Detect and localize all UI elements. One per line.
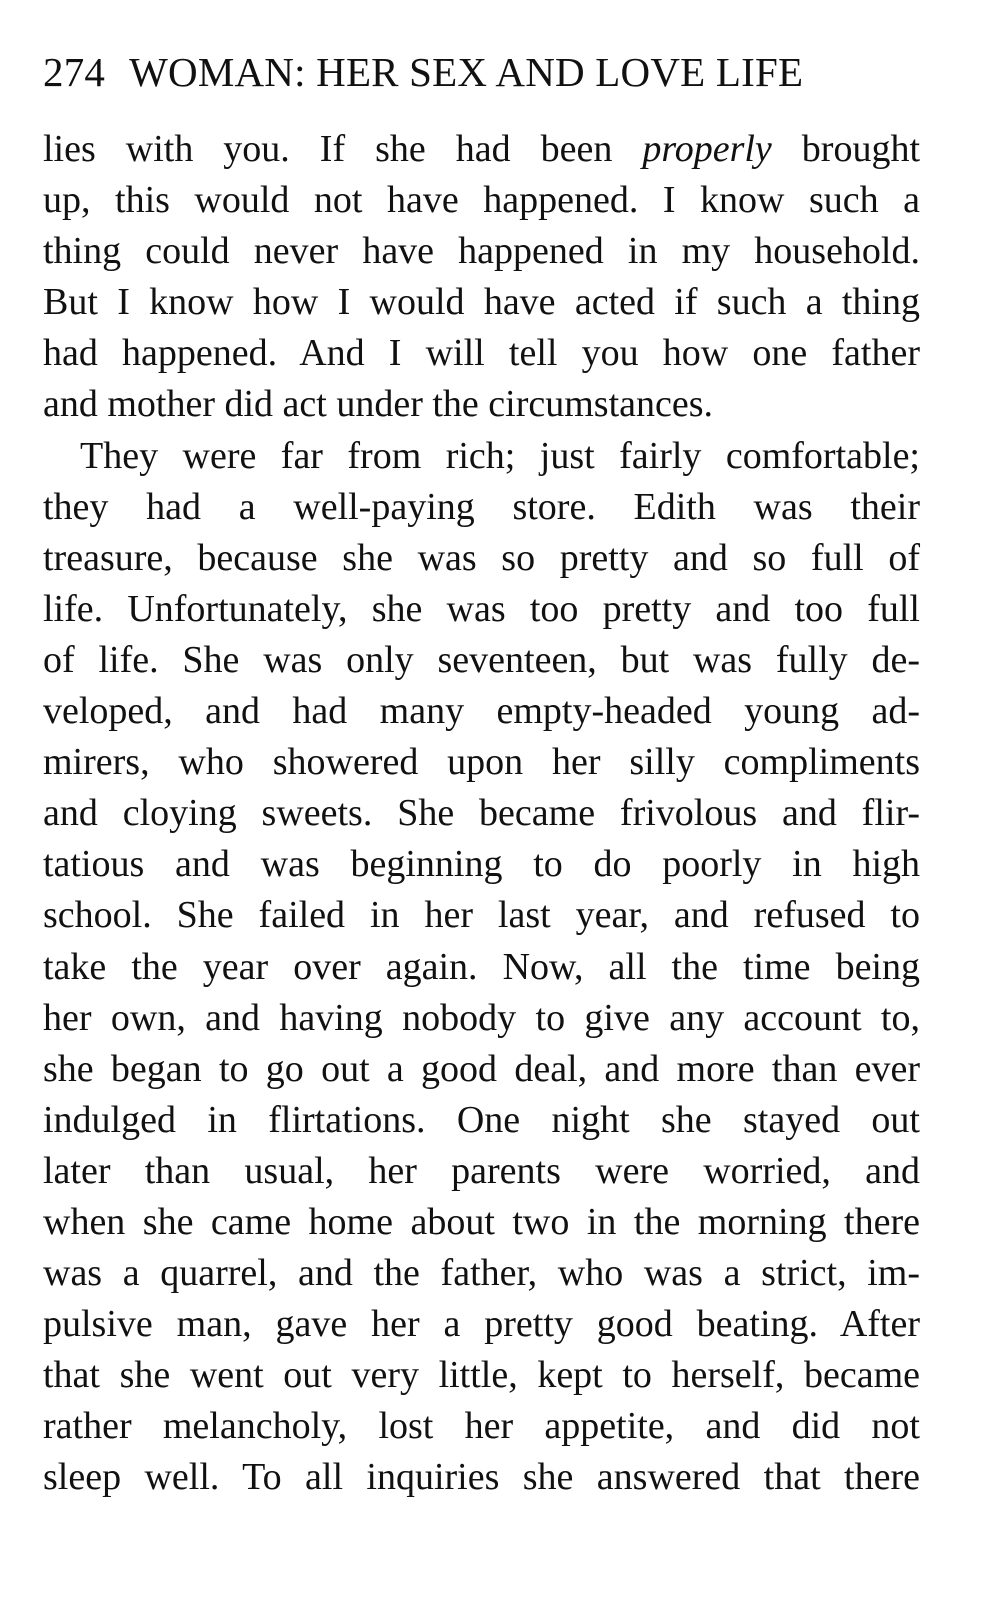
text-line: she began to go out a good deal, and more than ever [43,1047,920,1090]
text-line: veloped, and had many empty-headed young ad- [43,690,920,733]
text-line: take the year over again. Now, all the time being [43,945,920,988]
text-line: of life. She was only seventeen, but was fully de- [43,638,920,681]
text-line: treasure, because she was so pretty and so full of [43,536,920,579]
text-line: and cloying sweets. She became frivolous and flir- [43,792,920,835]
page-number: 274 [43,49,106,95]
text-line: when she came home about two in the morning there [43,1200,920,1243]
text-line: her own, and having nobody to give any account to, [43,996,920,1039]
text-line: later than usual, her parents were worried, and [43,1149,920,1192]
text-line: tatious and was beginning to do poorly in high [43,843,920,886]
text-line [43,124,920,175]
text-line: But I know how I would have acted if such a thing [43,281,920,324]
text-line: school. She failed in her last year, and refused to [43,894,920,937]
text-run: lies with you. If she had been [43,128,643,170]
text-line: thing could never have happened in my household. [43,230,920,273]
text-line: that she went out very little, kept to herself, became [43,1354,920,1397]
running-title: WOMAN: HER SEX AND LOVE LIFE [129,49,804,95]
running-head [43,46,923,98]
emphasized-word: properly [642,128,772,170]
text-line: pulsive man, gave her a pretty good beating. After [43,1303,920,1346]
text-line: sleep well. To all inquiries she answered that there [43,1456,920,1499]
text-line: rather melancholy, lost her appetite, and did not [43,1405,920,1448]
text-run: brought [771,128,920,170]
text-line: life. Unfortunately, she was too pretty and too full [43,587,920,630]
text-line: and mother did act under the circumstances. [43,383,714,426]
text-line: mirers, who showered upon her silly compliments [43,741,920,784]
text-line: indulged in flirtations. One night she stayed out [43,1098,920,1141]
text-line: had happened. And I will tell you how one father [43,332,920,375]
text-line: was a quarrel, and the father, who was a strict, im- [43,1252,920,1295]
text-line: up, this would not have happened. I know such a [43,179,920,222]
text-line: they had a well-paying store. Edith was their [43,485,920,528]
paragraph-first-line: They were far from rich; just fairly comfortable; [80,434,920,477]
body-text [43,124,920,1504]
